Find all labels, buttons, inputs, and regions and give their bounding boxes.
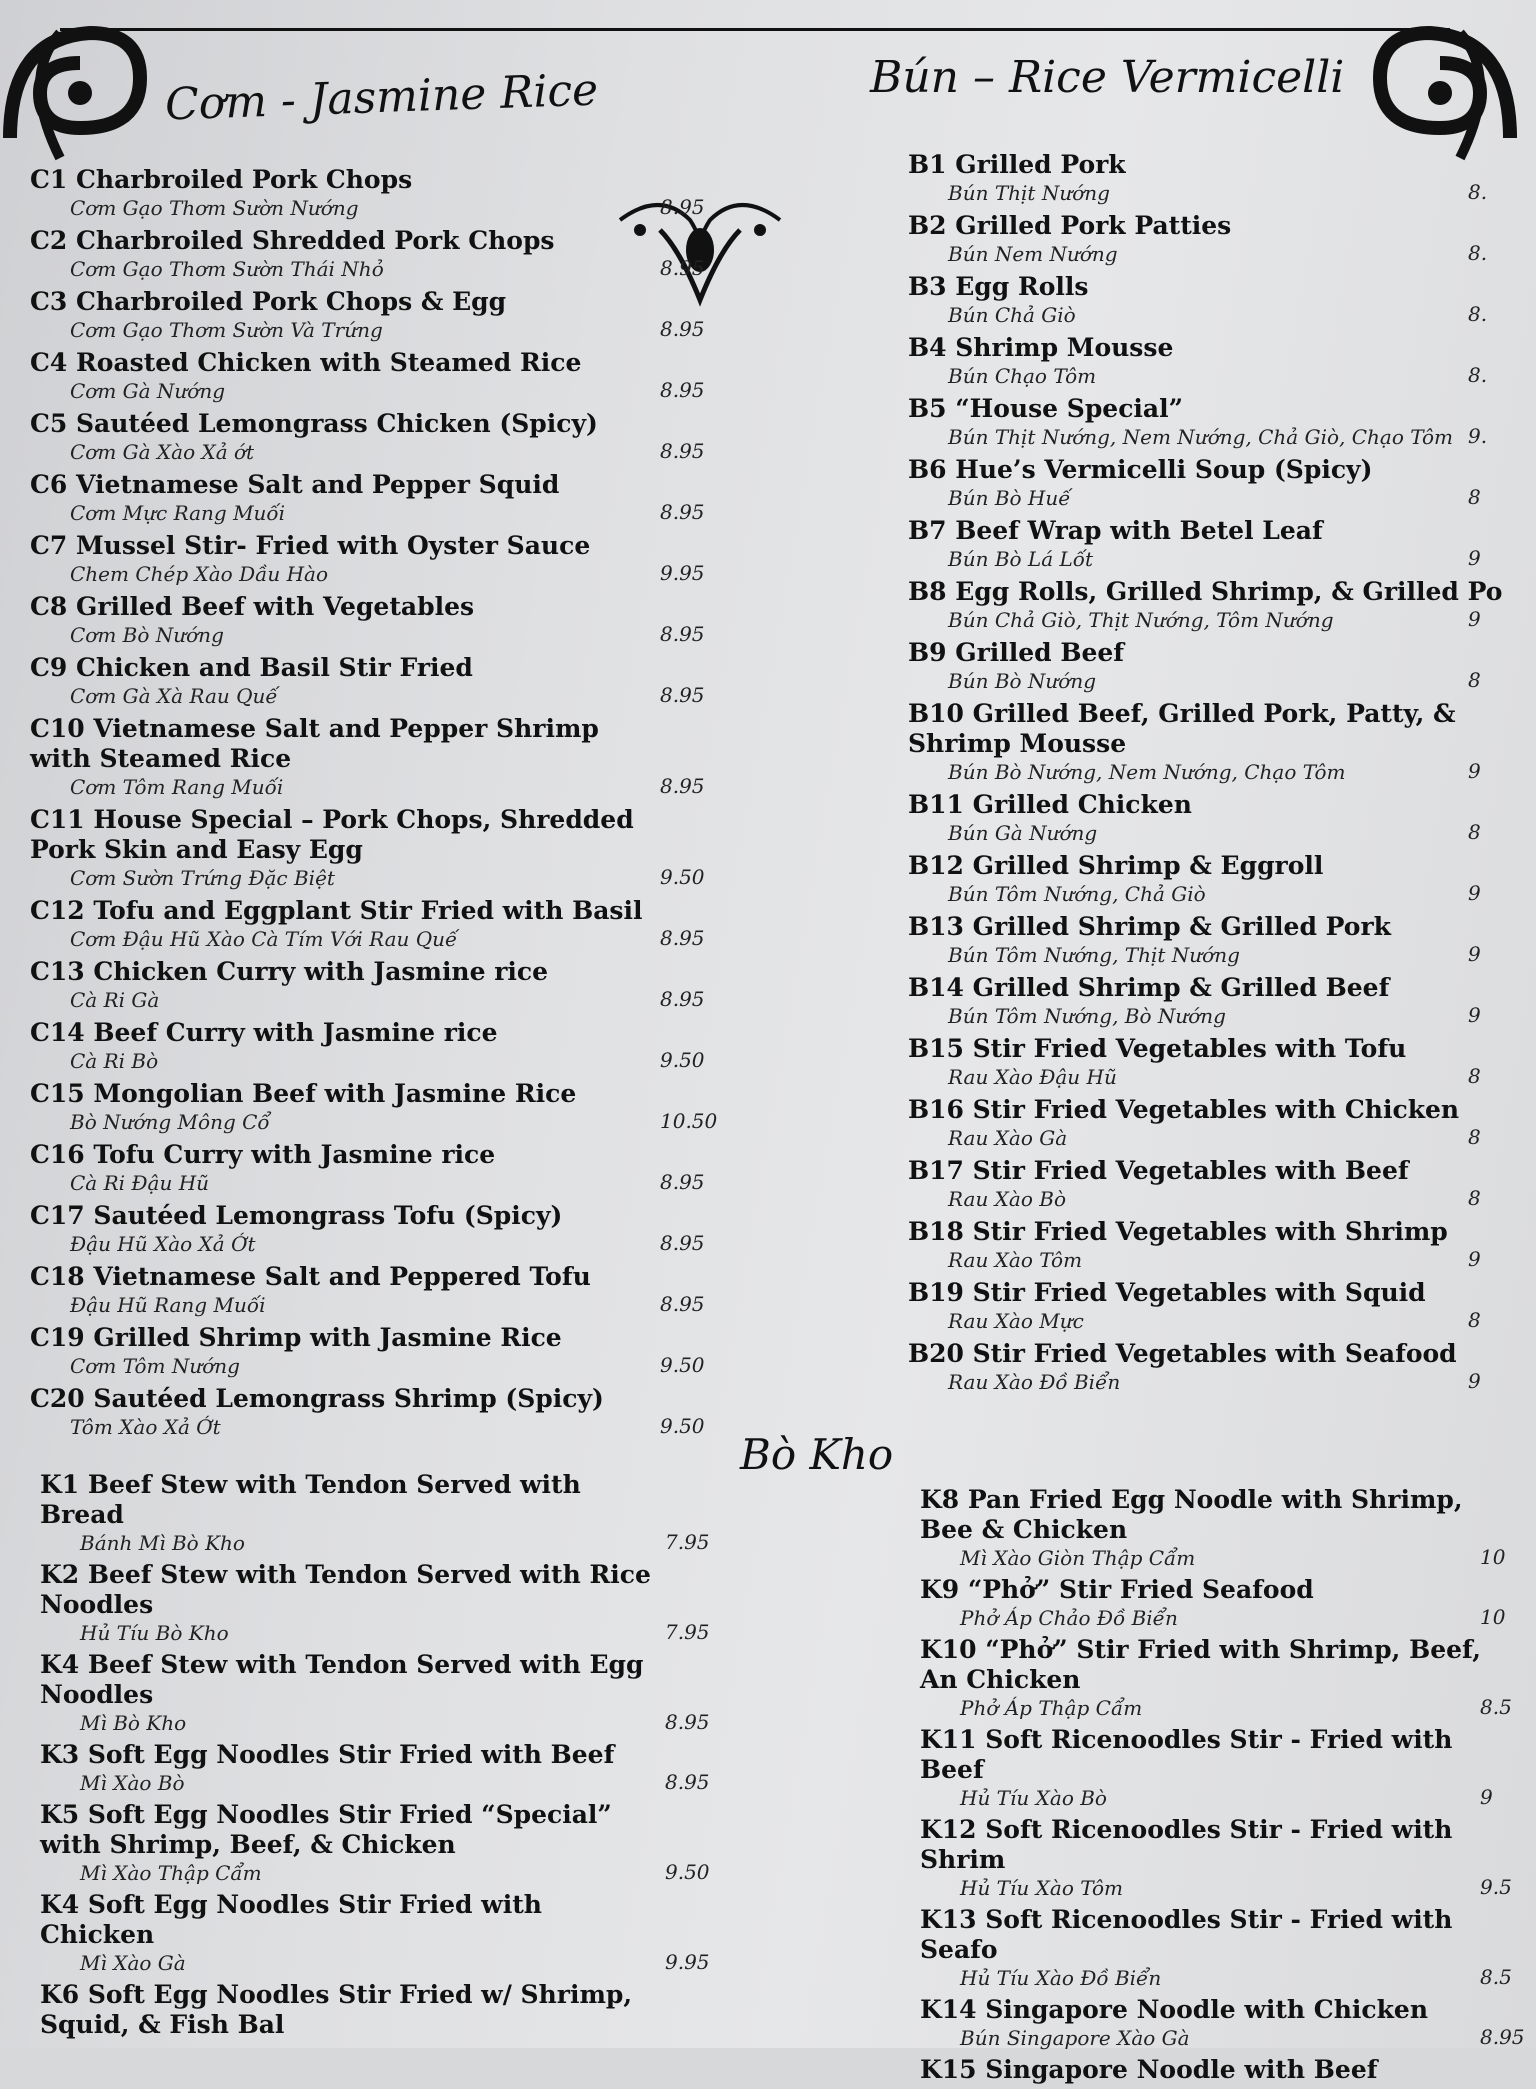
menu-item-name: K12 Soft Ricenoodles Stir - Fried with Shrim <box>920 1815 1453 1874</box>
menu-item-name: B9 Grilled Beef <box>908 638 1125 667</box>
menu-item-vietnamese-name: Cơm Gạo Thơm Sườn Thái Nhỏ <box>70 257 384 281</box>
menu-item-name: C9 Chicken and Basil Stir Fried <box>30 653 473 682</box>
menu-item-name: B3 Egg Rolls <box>908 272 1089 301</box>
menu-item <box>40 1800 720 1886</box>
menu-item <box>908 455 1528 511</box>
menu-item-price: 7.95 <box>665 1620 710 1644</box>
menu-item-price: 9 <box>1468 1003 1481 1027</box>
menu-item <box>40 1740 720 1796</box>
menu-item-name: C1 Charbroiled Pork Chops <box>30 165 413 194</box>
menu-item-name: C18 Vietnamese Salt and Peppered Tofu <box>30 1262 591 1291</box>
com-section <box>30 165 718 1445</box>
menu-item-price: 8.95 <box>660 926 705 950</box>
menu-item-price: 9.95 <box>665 1950 710 1974</box>
menu-item-price: 8.95 <box>660 378 705 402</box>
menu-item <box>30 1018 710 1074</box>
menu-item <box>30 470 710 526</box>
menu-item-name: K13 Soft Ricenoodles Stir - Fried with Seafo <box>920 1905 1453 1964</box>
menu-item-name: C16 Tofu Curry with Jasmine rice <box>30 1140 496 1169</box>
menu-item-name: B6 Hue’s Vermicelli Soup (Spicy) <box>908 455 1373 484</box>
menu-item-vietnamese-name: Cơm Sườn Trứng Đặc Biệt <box>70 866 335 890</box>
menu-item-name: B7 Beef Wrap with Betel Leaf <box>908 516 1323 545</box>
menu-item-price: 8 <box>1468 1308 1481 1332</box>
menu-item <box>30 653 710 709</box>
menu-item <box>30 1384 710 1440</box>
menu-item-price: 8.95 <box>660 1292 705 1316</box>
menu-item-price: 8.95 <box>660 195 705 219</box>
menu-item-price: 9.50 <box>660 1414 705 1438</box>
celtic-knot-ornament-left <box>0 18 150 168</box>
menu-item <box>40 1560 720 1646</box>
menu-item-price: 8.95 <box>660 1231 705 1255</box>
menu-item-name: B12 Grilled Shrimp & Eggroll <box>908 851 1324 880</box>
menu-item-price: 9 <box>1468 942 1481 966</box>
menu-item-name: B2 Grilled Pork Patties <box>908 211 1232 240</box>
menu-item-price: 8.95 <box>660 622 705 646</box>
menu-item <box>908 699 1528 785</box>
menu-item-name: C13 Chicken Curry with Jasmine rice <box>30 957 549 986</box>
menu-item-price: 8 <box>1468 668 1481 692</box>
menu-item-vietnamese-name: Cơm Tôm Nướng <box>70 1354 240 1378</box>
menu-item-name: B5 “House Special” <box>908 394 1183 423</box>
menu-item-price: 8.95 <box>660 317 705 341</box>
menu-item-vietnamese-name: Mì Xào Gà <box>80 1951 186 1975</box>
menu-item-price: 8 <box>1468 1125 1481 1149</box>
menu-item-vietnamese-name: Rau Xào Tôm <box>948 1248 1083 1272</box>
menu-item <box>920 1635 1536 1721</box>
menu-item-name: C11 House Special – Pork Chops, Shredded Pork Skin and Easy Egg <box>30 805 634 864</box>
menu-item-vietnamese-name: Bún Bò Nướng <box>948 669 1097 693</box>
bokho-section-left <box>40 1470 720 2044</box>
menu-item <box>30 1140 710 1196</box>
section-heading-com: Cơm - Jasmine Rice <box>164 64 599 131</box>
menu-item-vietnamese-name: Cơm Bò Nướng <box>70 623 224 647</box>
menu-item-price: 8.5 <box>1480 1695 1512 1719</box>
menu-item-price: 9.5 <box>1480 1875 1512 1899</box>
menu-item-vietnamese-name: Rau Xào Gà <box>948 1126 1068 1150</box>
menu-item-vietnamese-name: Phở Áp Thập Cẩm <box>960 1696 1143 1720</box>
menu-item <box>30 957 710 1013</box>
menu-item-name: B11 Grilled Chicken <box>908 790 1192 819</box>
menu-item-name: B18 Stir Fried Vegetables with Shrimp <box>908 1217 1448 1246</box>
menu-item-price: 9 <box>1468 607 1481 631</box>
menu-item-name: C19 Grilled Shrimp with Jasmine Rice <box>30 1323 562 1352</box>
menu-item-vietnamese-name: Bún Chạo Tôm <box>948 364 1097 388</box>
border-line <box>60 28 1450 31</box>
menu-item-vietnamese-name: Bún Chả Giò, Thịt Nướng, Tôm Nướng <box>948 608 1334 632</box>
menu-item-vietnamese-name: Rau Xào Đậu Hũ <box>948 1065 1117 1089</box>
menu-item <box>30 226 710 282</box>
menu-item <box>920 1575 1536 1631</box>
menu-item-vietnamese-name: Mì Xào Bò <box>80 1771 185 1795</box>
menu-item-vietnamese-name: Cơm Gà Xào Xả ớt <box>70 440 255 464</box>
menu-item-vietnamese-name: Đậu Hũ Xào Xả Ớt <box>70 1232 256 1256</box>
menu-item-name: K3 Soft Egg Noodles Stir Fried with Beef <box>40 1740 615 1769</box>
menu-item-name: K11 Soft Ricenoodles Stir - Fried with Beef <box>920 1725 1453 1784</box>
menu-item-name: B4 Shrimp Mousse <box>908 333 1174 362</box>
menu-item <box>908 394 1528 450</box>
menu-item-price: 8 <box>1468 485 1481 509</box>
menu-item-name: K9 “Phở” Stir Fried Seafood <box>920 1575 1314 1604</box>
menu-item <box>908 1217 1528 1273</box>
menu-item <box>908 638 1528 694</box>
menu-item-name: C3 Charbroiled Pork Chops & Egg <box>30 287 507 316</box>
menu-item <box>908 912 1528 968</box>
menu-item-name: B8 Egg Rolls, Grilled Shrimp, & Grilled Po <box>908 577 1503 606</box>
menu-item-name: B19 Stir Fried Vegetables with Squid <box>908 1278 1426 1307</box>
menu-item-vietnamese-name: Cơm Gạo Thơm Sườn Nướng <box>70 196 359 220</box>
menu-item-price: 8. <box>1468 180 1488 204</box>
menu-item-name: K6 Soft Egg Noodles Stir Fried w/ Shrimp, Squid, & Fish Bal <box>40 1980 633 2039</box>
menu-item-price: 8.95 <box>660 256 705 280</box>
menu-item-name: K14 Singapore Noodle with Chicken <box>920 1995 1428 2024</box>
menu-item <box>920 1995 1536 2051</box>
menu-item-name: K5 Soft Egg Noodles Stir Fried “Special” with Shrimp, Beef, & Chicken <box>40 1800 612 1859</box>
menu-item-vietnamese-name: Hủ Tíu Xào Tôm <box>960 1876 1124 1900</box>
menu-item-name: K1 Beef Stew with Tendon Served with Bread <box>40 1470 581 1529</box>
menu-item-price: 8.5 <box>1480 1965 1512 1989</box>
menu-item-price: 8.95 <box>660 500 705 524</box>
menu-item <box>30 1262 710 1318</box>
menu-item-name: K15 Singapore Noodle with Beef <box>920 2055 1378 2084</box>
menu-item <box>908 1095 1528 1151</box>
menu-item-price: 9 <box>1468 1247 1481 1271</box>
menu-item <box>30 1323 710 1379</box>
menu-item-vietnamese-name: Phở Áp Chảo Đồ Biển <box>960 1606 1178 1630</box>
menu-item <box>30 1201 710 1257</box>
menu-item-price: 8 <box>1468 1064 1481 1088</box>
menu-item-price: 9 <box>1480 1785 1493 1809</box>
menu-item-price: 8.95 <box>1480 2025 1525 2049</box>
bokho-section-right <box>920 1485 1536 2089</box>
menu-item-name: C12 Tofu and Eggplant Stir Fried with Basil <box>30 896 643 925</box>
menu-item-name: B13 Grilled Shrimp & Grilled Pork <box>908 912 1391 941</box>
menu-item-price: 7.95 <box>665 1530 710 1554</box>
menu-item-name: B17 Stir Fried Vegetables with Beef <box>908 1156 1409 1185</box>
menu-item <box>30 348 710 404</box>
menu-item <box>920 2055 1536 2085</box>
menu-item-vietnamese-name: Bún Thịt Nướng <box>948 181 1110 205</box>
menu-item-name: C10 Vietnamese Salt and Pepper Shrimp with Steamed Rice <box>30 714 599 773</box>
menu-item-name: C5 Sautéed Lemongrass Chicken (Spicy) <box>30 409 598 438</box>
menu-item-vietnamese-name: Bún Nem Nướng <box>948 242 1118 266</box>
menu-item-name: B16 Stir Fried Vegetables with Chicken <box>908 1095 1460 1124</box>
menu-item-name: C6 Vietnamese Salt and Pepper Squid <box>30 470 560 499</box>
menu-item-price: 8.95 <box>660 1170 705 1194</box>
menu-item-vietnamese-name: Hủ Tíu Xào Đồ Biển <box>960 1966 1162 1990</box>
menu-item-vietnamese-name: Bún Singapore Xào Gà <box>960 2026 1190 2050</box>
menu-item <box>920 1905 1536 1991</box>
menu-item-price: 8. <box>1468 302 1488 326</box>
menu-item-price: 9 <box>1468 1369 1481 1393</box>
menu-item <box>920 1815 1536 1901</box>
menu-item-price: 9.50 <box>660 865 705 889</box>
menu-item <box>908 333 1528 389</box>
menu-item-vietnamese-name: Chem Chép Xào Dầu Hào <box>70 562 329 586</box>
menu-item-name: K8 Pan Fried Egg Noodle with Shrimp, Bee & Chicken <box>920 1485 1463 1544</box>
menu-item-vietnamese-name: Mì Xào Giòn Thập Cẩm <box>960 1546 1196 1570</box>
menu-item-price: 9. <box>1468 424 1488 448</box>
menu-item-price: 8 <box>1468 820 1481 844</box>
menu-item-vietnamese-name: Rau Xào Bò <box>948 1187 1066 1211</box>
menu-item-vietnamese-name: Bún Bò Huế <box>948 486 1071 510</box>
menu-item-name: K10 “Phở” Stir Fried with Shrimp, Beef, An Chicken <box>920 1635 1481 1694</box>
menu-item-name: C7 Mussel Stir- Fried with Oyster Sauce <box>30 531 591 560</box>
menu-item-vietnamese-name: Hủ Tíu Bò Kho <box>80 1621 229 1645</box>
menu-item-vietnamese-name: Cơm Gà Xà Rau Quế <box>70 684 278 708</box>
menu-item <box>920 1485 1536 1571</box>
menu-item-vietnamese-name: Cà Ri Gà <box>70 988 160 1012</box>
menu-item <box>30 287 710 343</box>
menu-item <box>40 1650 720 1736</box>
menu-item-vietnamese-name: Bò Nướng Mông Cổ <box>70 1110 270 1134</box>
menu-item <box>908 272 1528 328</box>
menu-item-price: 9.50 <box>665 1860 710 1884</box>
menu-item-name: K4 Beef Stew with Tendon Served with Egg Noodles <box>40 1650 644 1709</box>
menu-item <box>40 1980 720 2040</box>
menu-item-price: 8 <box>1468 1186 1481 1210</box>
section-heading-bun: Bún – Rice Vermicelli <box>870 52 1345 103</box>
menu-item-vietnamese-name: Hủ Tíu Xào Bò <box>960 1786 1107 1810</box>
menu-item-vietnamese-name: Mì Xào Thập Cẩm <box>80 1861 262 1885</box>
celtic-knot-ornament-right <box>1370 18 1520 168</box>
menu-item <box>30 531 710 587</box>
menu-item-price: 8.95 <box>660 439 705 463</box>
menu-item-price: 9 <box>1468 546 1481 570</box>
menu-item-vietnamese-name: Cơm Gạo Thơm Sườn Và Trứng <box>70 318 383 342</box>
menu-item-name: C20 Sautéed Lemongrass Shrimp (Spicy) <box>30 1384 604 1413</box>
menu-item <box>908 150 1528 206</box>
menu-item-vietnamese-name: Cơm Tôm Rang Muối <box>70 775 284 799</box>
menu-item-vietnamese-name: Đậu Hũ Rang Muối <box>70 1293 266 1317</box>
menu-item-vietnamese-name: Cà Ri Bò <box>70 1049 159 1073</box>
menu-item-name: B10 Grilled Beef, Grilled Pork, Patty, & Shrimp Mousse <box>908 699 1456 758</box>
menu-item-price: 8.95 <box>660 683 705 707</box>
menu-item-vietnamese-name: Cà Ri Đậu Hũ <box>70 1171 210 1195</box>
menu-item-vietnamese-name: Rau Xào Đồ Biển <box>948 1370 1121 1394</box>
menu-item-name: C15 Mongolian Beef with Jasmine Rice <box>30 1079 577 1108</box>
menu-item-name: C4 Roasted Chicken with Steamed Rice <box>30 348 582 377</box>
menu-item-name: C17 Sautéed Lemongrass Tofu (Spicy) <box>30 1201 563 1230</box>
menu-item <box>908 973 1528 1029</box>
menu-item-vietnamese-name: Bún Tôm Nướng, Bò Nướng <box>948 1004 1226 1028</box>
menu-item-price: 9 <box>1468 759 1481 783</box>
menu-item-price: 8. <box>1468 241 1488 265</box>
menu-item <box>908 211 1528 267</box>
menu-item-vietnamese-name: Bún Bò Lá Lốt <box>948 547 1094 571</box>
menu-item-vietnamese-name: Cơm Mực Rang Muối <box>70 501 286 525</box>
menu-item-vietnamese-name: Cơm Đậu Hũ Xào Cà Tím Với Rau Quế <box>70 927 458 951</box>
menu-item-price: 10 <box>1480 1605 1506 1629</box>
menu-item-price: 10.50 <box>660 1109 718 1133</box>
section-heading-bokho: Bò Kho <box>740 1430 894 1479</box>
menu-item <box>908 790 1528 846</box>
menu-item <box>30 805 710 891</box>
menu-item <box>30 896 710 952</box>
menu-item-price: 9 <box>1468 881 1481 905</box>
menu-item-name: K4 Soft Egg Noodles Stir Fried with Chicken <box>40 1890 542 1949</box>
menu-item-vietnamese-name: Bún Tôm Nướng, Thịt Nướng <box>948 943 1240 967</box>
menu-item-name: K2 Beef Stew with Tendon Served with Rice Noodles <box>40 1560 651 1619</box>
menu-item <box>908 1156 1528 1212</box>
menu-item-vietnamese-name: Bún Chả Giò <box>948 303 1076 327</box>
menu-item <box>30 165 710 221</box>
menu-item-name: B14 Grilled Shrimp & Grilled Beef <box>908 973 1390 1002</box>
menu-item <box>908 851 1528 907</box>
menu-item-vietnamese-name: Mì Bò Kho <box>80 1711 187 1735</box>
menu-item-price: 8.95 <box>665 1710 710 1734</box>
menu-item-price: 8.95 <box>665 1770 710 1794</box>
menu-item-name: C14 Beef Curry with Jasmine rice <box>30 1018 498 1047</box>
menu-item-price: 10 <box>1480 1545 1506 1569</box>
menu-item-price: 9.95 <box>660 561 705 585</box>
menu-item-vietnamese-name: Bánh Mì Bò Kho <box>80 1531 245 1555</box>
menu-item <box>30 409 710 465</box>
menu-item <box>908 516 1528 572</box>
menu-item-price: 8. <box>1468 363 1488 387</box>
menu-item <box>40 1470 720 1556</box>
menu-item-price: 9.50 <box>660 1353 705 1377</box>
menu-item <box>908 1339 1528 1395</box>
menu-item-price: 9.50 <box>660 1048 705 1072</box>
menu-item-name: C8 Grilled Beef with Vegetables <box>30 592 475 621</box>
menu-item <box>908 577 1528 633</box>
menu-item-name: B1 Grilled Pork <box>908 150 1126 179</box>
menu-item <box>30 714 710 800</box>
menu-item-name: C2 Charbroiled Shredded Pork Chops <box>30 226 555 255</box>
menu-item <box>30 1079 718 1135</box>
menu-item-vietnamese-name: Bún Bò Nướng, Nem Nướng, Chạo Tôm <box>948 760 1346 784</box>
menu-item <box>908 1034 1528 1090</box>
menu-item <box>920 1725 1536 1811</box>
menu-item-name: B15 Stir Fried Vegetables with Tofu <box>908 1034 1407 1063</box>
menu-item-price: 8.95 <box>660 774 705 798</box>
menu-item-vietnamese-name: Bún Tôm Nướng, Chả Giò <box>948 882 1206 906</box>
menu-item <box>40 1890 720 1976</box>
menu-item-price: 8.95 <box>660 987 705 1011</box>
menu-item <box>908 1278 1528 1334</box>
menu-item <box>30 592 710 648</box>
menu-item-vietnamese-name: Rau Xào Mực <box>948 1309 1084 1333</box>
menu-item-name: B20 Stir Fried Vegetables with Seafood <box>908 1339 1457 1368</box>
bun-section <box>908 150 1528 1400</box>
menu-item-vietnamese-name: Cơm Gà Nướng <box>70 379 226 403</box>
menu-item-vietnamese-name: Bún Thịt Nướng, Nem Nướng, Chả Giò, Chạo Tôm <box>948 425 1454 449</box>
menu-item-vietnamese-name: Bún Gà Nướng <box>948 821 1098 845</box>
menu-item-vietnamese-name: Tôm Xào Xả Ớt <box>70 1415 221 1439</box>
